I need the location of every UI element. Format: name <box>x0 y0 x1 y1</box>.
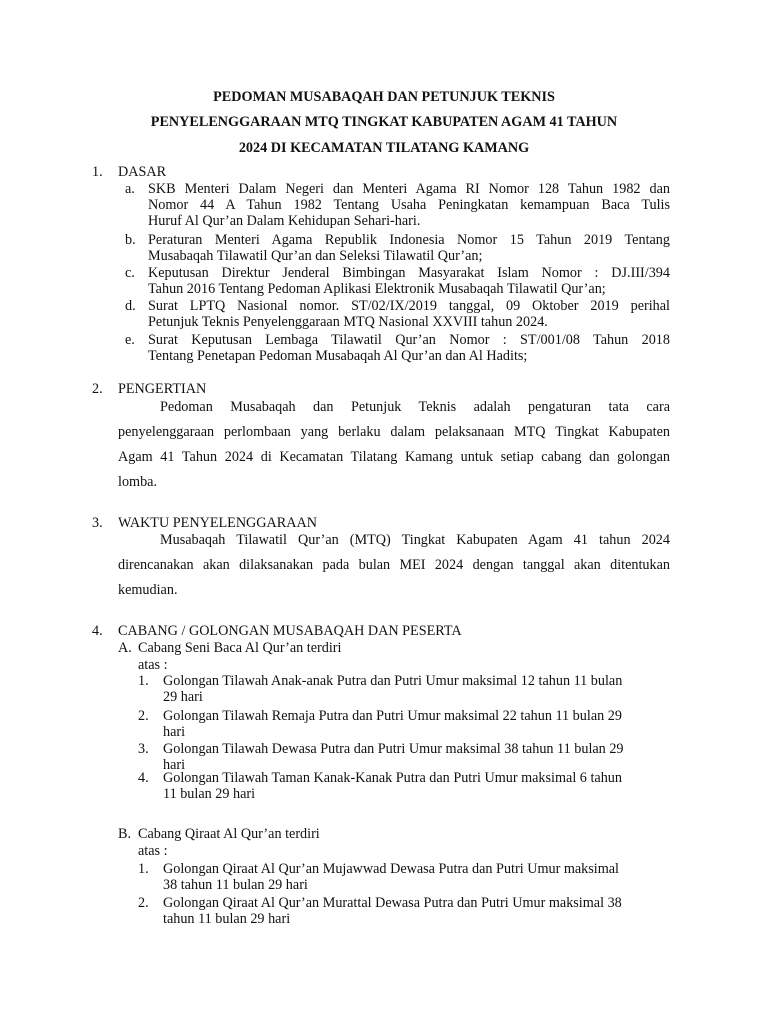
list-item-marker: 4. <box>138 770 149 786</box>
list-item-line: hari <box>163 757 186 773</box>
list-item-marker: 1. <box>138 673 149 689</box>
section-3-number: 3. <box>92 515 103 531</box>
section-4-heading: CABANG / GOLONGAN MUSABAQAH DAN PESERTA <box>118 623 462 639</box>
title-line-2: PENYELENGGARAAN MTQ TINGKAT KABUPATEN AGAM 41 TAHUN <box>150 114 618 130</box>
subsection-b-continuation: atas : <box>138 843 168 859</box>
section-1-heading: DASAR <box>118 164 167 180</box>
section-3-paragraph-line: direncanakan akan dilaksanakan pada bulan MEI 2024 dengan tanggal akan ditentukan <box>118 557 670 573</box>
item-1e-marker: e. <box>125 332 135 348</box>
item-1a-line: Nomor 44 A Tahun 1982 Tentang Usaha Peningkatan kemampuan Baca Tulis <box>148 197 670 213</box>
title-line-1: PEDOMAN MUSABAQAH DAN PETUNJUK TEKNIS <box>213 89 555 105</box>
item-1c-line: Tahun 2016 Tentang Pedoman Aplikasi Elektronik Musabaqah Tilawatil Qur’an; <box>148 281 606 297</box>
item-1a-line: SKB Menteri Dalam Negeri dan Menteri Agama RI Nomor 128 Tahun 1982 dan <box>148 181 670 197</box>
list-item-line: Golongan Qiraat Al Qur’an Mujawwad Dewasa Putra dan Putri Umur maksimal <box>163 861 620 877</box>
section-4-number: 4. <box>92 623 103 639</box>
item-1d-line: Surat LPTQ Nasional nomor. ST/02/IX/2019 tanggal, 09 Oktober 2019 perihal <box>148 298 670 314</box>
section-3-paragraph-line: Musabaqah Tilawatil Qur’an (MTQ) Tingkat Kabupaten Agam 41 tahun 2024 <box>160 532 670 548</box>
section-2-paragraph-line: Pedoman Musabaqah dan Petunjuk Teknis adalah pengaturan tata cara <box>160 399 670 415</box>
list-item-line: Golongan Qiraat Al Qur’an Murattal Dewasa Putra dan Putri Umur maksimal 38 <box>163 895 622 911</box>
section-2-paragraph-line: penyelenggaraan perlombaan yang berlaku dalam pelaksanaan MTQ Tingkat Kabupaten <box>118 424 670 440</box>
subsection-b-label: Cabang Qiraat Al Qur’an terdiri <box>138 826 320 842</box>
subsection-a-marker: A. <box>118 640 132 656</box>
list-item-line: Golongan Tilawah Anak-anak Putra dan Putri Umur maksimal 12 tahun 11 bulan <box>163 673 623 689</box>
item-1a-line: Huruf Al Qur’an Dalam Kehidupan Sehari-hari. <box>148 213 421 229</box>
section-3-paragraph-line: kemudian. <box>118 582 178 598</box>
item-1e-line: Tentang Penetapan Pedoman Musabaqah Al Qur’an dan Al Hadits; <box>148 348 528 364</box>
list-item-marker: 3. <box>138 741 149 757</box>
list-item-line: 11 bulan 29 hari <box>163 786 256 802</box>
subsection-a-continuation: atas : <box>138 657 168 673</box>
item-1d-marker: d. <box>125 298 136 314</box>
item-1c-line: Keputusan Direktur Jenderal Bimbingan Masyarakat Islam Nomor : DJ.III/394 <box>148 265 670 281</box>
item-1b-line: Musabaqah Tilawatil Qur’an dan Seleksi Tilawatil Qur’an; <box>148 248 483 264</box>
item-1b-line: Peraturan Menteri Agama Republik Indonesia Nomor 15 Tahun 2019 Tentang <box>148 232 670 248</box>
item-1d-line: Petunjuk Teknis Penyelenggaraan MTQ Nasional XXVIII tahun 2024. <box>148 314 548 330</box>
section-1-number: 1. <box>92 164 103 180</box>
section-2-paragraph-line: lomba. <box>118 474 158 490</box>
item-1c-marker: c. <box>125 265 135 281</box>
list-item-line: Golongan Tilawah Remaja Putra dan Putri Umur maksimal 22 tahun 11 bulan 29 <box>163 708 622 724</box>
section-2-heading: PENGERTIAN <box>118 381 207 397</box>
list-item-line: Golongan Tilawah Taman Kanak-Kanak Putra dan Putri Umur maksimal 6 tahun <box>163 770 622 786</box>
list-item-marker: 2. <box>138 708 149 724</box>
subsection-a-label: Cabang Seni Baca Al Qur’an terdiri <box>138 640 342 656</box>
subsection-b-marker: B. <box>118 826 132 842</box>
list-item-line: Golongan Tilawah Dewasa Putra dan Putri Umur maksimal 38 tahun 11 bulan 29 <box>163 741 624 757</box>
title-line-3: 2024 DI KECAMATAN TILATANG KAMANG <box>238 140 530 156</box>
section-2-paragraph-line: Agam 41 Tahun 2024 di Kecamatan Tilatang Kamang untuk setiap cabang dan golongan <box>118 449 670 465</box>
item-1b-marker: b. <box>125 232 136 248</box>
list-item-line: tahun 11 bulan 29 hari <box>163 911 291 927</box>
list-item-line: 38 tahun 11 bulan 29 hari <box>163 877 308 893</box>
list-item-line: hari <box>163 724 186 740</box>
item-1a-marker: a. <box>125 181 135 197</box>
list-item-line: 29 hari <box>163 689 203 705</box>
list-item-marker: 2. <box>138 895 149 911</box>
section-3-heading: WAKTU PENYELENGGARAAN <box>118 515 317 531</box>
section-2-number: 2. <box>92 381 103 397</box>
item-1e-line: Surat Keputusan Lembaga Tilawatil Qur’an Nomor : ST/001/08 Tahun 2018 <box>148 332 670 348</box>
list-item-marker: 1. <box>138 861 149 877</box>
